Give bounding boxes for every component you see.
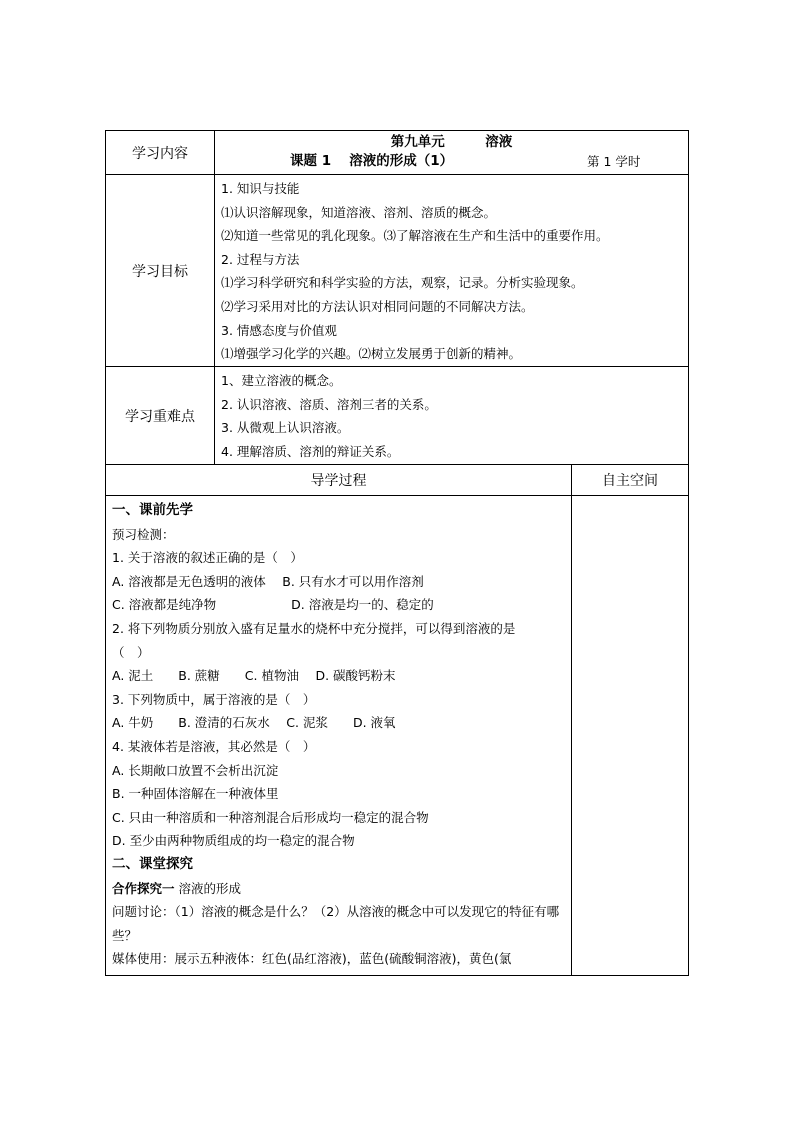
key-points-content <box>215 367 689 465</box>
process-header: 导学过程 <box>106 465 572 496</box>
key-point-line: 4. 理解溶质、溶剂的辩证关系。 <box>221 443 400 459</box>
question-line: A. 长期敞口放置不会析出沉淀 <box>112 762 279 778</box>
question-line: 2. 将下列物质分别放入盛有足量水的烧杯中充分搅拌，可以得到溶液的是 <box>112 620 516 636</box>
key-points-label: 学习重难点 <box>106 367 215 465</box>
content-title-cell <box>215 131 689 175</box>
main-row <box>106 496 689 976</box>
question-line: 4. 某液体若是溶液，其必然是（ ） <box>112 738 316 754</box>
period-label: 第 1 学时 <box>587 154 641 169</box>
explore-topic-text: 溶液的形成 <box>174 880 241 896</box>
objective-line: ⑵学习采用对比的方法认识对相同问题的不同解决方法。 <box>221 298 534 314</box>
objective-line: ⑴认识溶解现象，知道溶液、溶剂、溶质的概念。 <box>221 204 497 220</box>
question-line: 3. 下列物质中，属于溶液的是（ ） <box>112 691 316 707</box>
lesson-plan-sheet <box>105 130 688 976</box>
lesson-plan-table <box>105 130 689 976</box>
key-point-line: 3. 从微观上认识溶液。 <box>221 420 350 436</box>
objectives-content <box>215 175 689 367</box>
process-header-row <box>106 465 689 496</box>
media-text: 媒体使用：展示五种液体：红色(品红溶液)，蓝色(硫酸铜溶液)，黄色(氯 <box>112 951 512 967</box>
lesson-title-line <box>215 152 688 172</box>
discussion-text: 问题讨论：（1）溶液的概念是什么？（2）从溶液的概念中可以发现它的特征有哪些？ <box>112 904 560 943</box>
question-line: B. 一种固体溶解在一种液体里 <box>112 786 279 802</box>
space-content <box>572 496 689 976</box>
pre-study-heading: 一、课前先学 <box>112 502 193 518</box>
objectives-row <box>106 175 689 367</box>
objective-line: 2. 过程与方法 <box>221 251 300 267</box>
content-label: 学习内容 <box>106 131 215 175</box>
question-line: A. 泥土 B. 蔗糖 C. 植物油 D. 碳酸钙粉末 <box>112 668 396 684</box>
space-header: 自主空间 <box>572 465 689 496</box>
question-line: A. 牛奶 B. 澄清的石灰水 C. 泥浆 D. 液氧 <box>112 715 396 731</box>
objective-line: ⑴学习科学研究和科学实验的方法，观察，记录。分析实验现象。 <box>221 275 584 291</box>
key-point-line: 2. 认识溶液、溶质、溶剂三者的关系。 <box>221 396 437 412</box>
question-line: A. 溶液都是无色透明的液体 B. 只有水才可以用作溶剂 <box>112 573 424 589</box>
question-line: D. 至少由两种物质组成的均一稳定的混合物 <box>112 833 355 849</box>
objective-line: ⑵知道一些常见的乳化现象。⑶了解溶液在生产和生活中的重要作用。 <box>221 228 609 244</box>
lesson-title: 课题 1 溶液的形成（1） <box>290 153 454 169</box>
objective-line: 1. 知识与技能 <box>221 181 300 196</box>
content-row <box>106 131 689 175</box>
question-line: （ ） <box>112 644 150 660</box>
objectives-label: 学习目标 <box>106 175 215 367</box>
key-point-line: 1、建立溶液的概念。 <box>221 373 342 388</box>
process-content <box>106 496 572 976</box>
objective-line: 3. 情感态度与价值观 <box>221 322 337 338</box>
unit-title: 第九单元 溶液 <box>390 134 513 150</box>
explore-topic <box>106 877 571 901</box>
key-points-row <box>106 367 689 465</box>
explore-topic-label: 合作探究一 <box>112 880 175 896</box>
question-line: 1. 关于溶液的叙述正确的是（ ） <box>112 550 303 566</box>
pre-study-sub: 预习检测： <box>112 526 175 542</box>
question-line: C. 溶液都是纯净物 D. 溶液是均一的、稳定的 <box>112 597 434 613</box>
question-line: C. 只由一种溶质和一种溶剂混合后形成均一稳定的混合物 <box>112 809 429 825</box>
objective-line: ⑴增强学习化学的兴趣。⑵树立发展勇于创新的精神。 <box>221 346 522 362</box>
class-explore-heading: 二、课堂探究 <box>112 855 193 872</box>
